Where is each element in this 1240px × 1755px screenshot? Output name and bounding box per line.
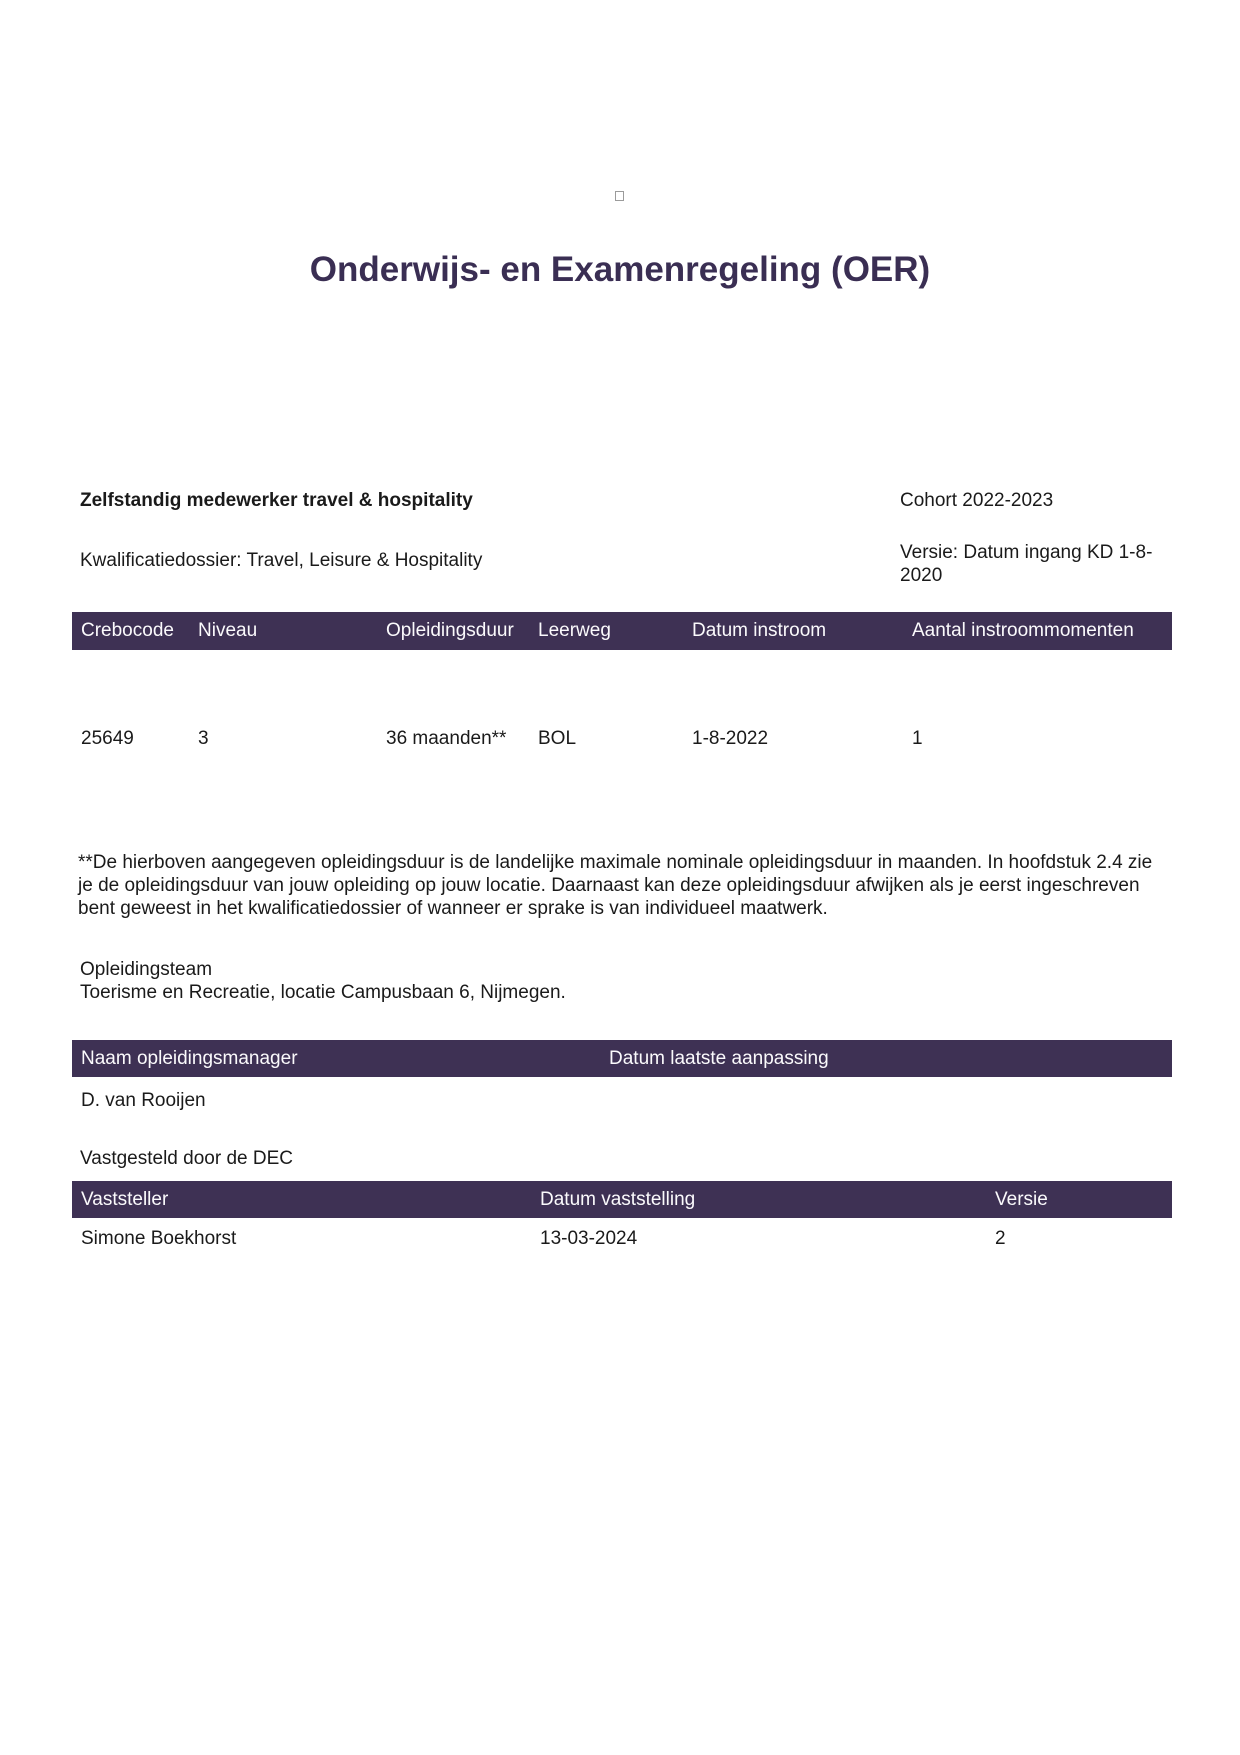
crebo-table-row xyxy=(72,728,1172,752)
manager-table-header xyxy=(72,1040,1172,1077)
column-header-niveau: Niveau xyxy=(198,620,258,641)
leerweg-value: BOL xyxy=(538,728,577,749)
aantal-instroommomenten-value: 1 xyxy=(912,728,923,749)
column-header-datum-vaststelling: Datum vaststelling xyxy=(540,1189,696,1210)
column-header-versie: Versie xyxy=(995,1189,1048,1210)
opleidingsmanager-value: D. van Rooijen xyxy=(81,1090,206,1111)
vaststelling-table-header xyxy=(72,1181,1172,1218)
opleidingsduur-footnote: **De hierboven aangegeven opleidingsduur is de landelijke maximale nominale opleidingsduur in maanden. In hoofdstuk 2.4 zie je de opleidingsduur van jouw opleiding op jouw locatie. Daarnaast kan deze opleidingsduur afwijken als je eerst ingeschreven bent geweest in het kwalificatiedossier of wanneer er sprake is van individueel maatwerk. xyxy=(78,852,1153,919)
page-title: Onderwijs- en Examenregeling (OER) xyxy=(309,250,931,289)
program-name: Zelfstandig medewerker travel & hospitality xyxy=(80,490,473,511)
column-header-datum-laatste-aanpassing: Datum laatste aanpassing xyxy=(609,1048,829,1069)
image-placeholder-icon xyxy=(615,191,624,201)
kwalificatiedossier-label: Kwalificatiedossier: Travel, Leisure & Hospitality xyxy=(80,550,483,571)
column-header-datum-instroom: Datum instroom xyxy=(692,620,827,641)
versie-label: Versie: Datum ingang KD 1-8-2020 xyxy=(900,542,1153,586)
vaststelling-table-row xyxy=(72,1228,1172,1252)
niveau-value: 3 xyxy=(198,728,209,749)
crebocode-value: 25649 xyxy=(81,728,134,749)
column-header-leerweg: Leerweg xyxy=(538,620,611,641)
column-header-aantal-instroommomenten: Aantal instroommomenten xyxy=(912,620,1134,641)
versie-value: 2 xyxy=(995,1228,1006,1249)
opleidingsduur-value: 36 maanden** xyxy=(386,728,507,749)
column-header-opleidingsduur: Opleidingsduur xyxy=(386,620,514,641)
opleidingsteam-block xyxy=(80,958,566,1004)
cohort-label: Cohort 2022-2023 xyxy=(900,490,1054,511)
column-header-crebocode: Crebocode xyxy=(81,620,174,641)
column-header-vaststeller: Vaststeller xyxy=(81,1189,169,1210)
vaststeller-value: Simone Boekhorst xyxy=(81,1228,237,1249)
opleidingsteam-location: Toerisme en Recreatie, locatie Campusbaan 6, Nijmegen. xyxy=(80,982,566,1003)
datum-vaststelling-value: 13-03-2024 xyxy=(540,1228,638,1249)
manager-table-row xyxy=(72,1090,1172,1114)
datum-instroom-value: 1-8-2022 xyxy=(692,728,769,749)
crebo-table-header xyxy=(72,612,1172,650)
column-header-naam-opleidingsmanager: Naam opleidingsmanager xyxy=(81,1048,298,1069)
vastgesteld-label: Vastgesteld door de DEC xyxy=(80,1148,293,1169)
opleidingsteam-label: Opleidingsteam xyxy=(80,959,213,980)
